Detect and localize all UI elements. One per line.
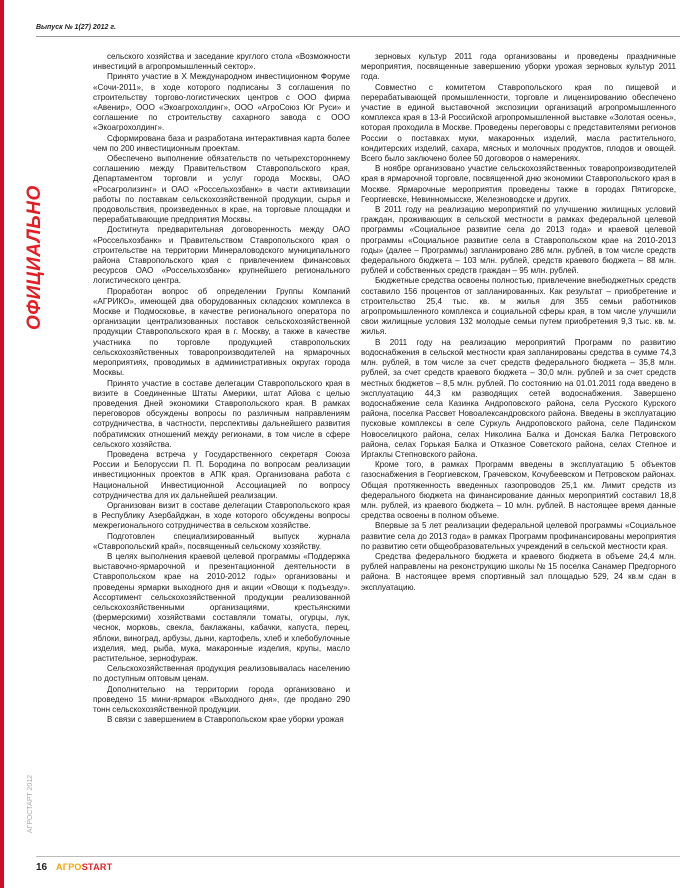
article-paragraph: В целях выполнения краевой целевой программы «Поддержка выставочно-ярмарочной и презентационной деятельности в Ставропольском крае на 2010-2012 годы» организованы и проведены ярмарки выходного дня и акции «Овощи к подъезду». Ассортимент сельскохозяйственной продукции реализованной сельскохозяйственными организациями, крестьянскими (фермерскими) хозяйствами составляли томаты, огурцы, лук, чеснок, морковь, свекла, баклажаны, кабачки, капуста, перец, яблоки, виноград, арбузы, дыни, картофель, хлеб и хлебобулочные изделия, мед, рыба, мука, макаронные изделия, крупы, масло растительное, зернофураж. <box>93 551 350 663</box>
issue-header: Выпуск № 1(27) 2012 г. <box>36 24 116 31</box>
page-edge-rule <box>0 0 4 888</box>
article-paragraph: Средства федерального бюджета и краевого бюджета в объеме 24,4 млн. рублей направлены на реконструкцию школы № 15 поселка Санамер Предгорного района. В настоящее время спортивный зал площадью 529, 24 кв.м сдан в эксплуатацию. <box>361 551 676 592</box>
article-paragraph: Кроме того, в рамках Программ введены в эксплуатацию 5 объектов газоснабжения в Георгиевском, Грачевском, Кочубеевском и Петровском районах. Общая протяженность введенных газопроводов 25,1 км. Лимит средств из федерального бюджета на финансирование данных мероприятий составил 18,8 млн. рублей, из краевого бюджета – 10 млн. рублей. В настоящее время данные средства освоены в полном объеме. <box>361 460 676 521</box>
article-paragraph: Достигнута предварительная договоренность между ОАО «Россельхозбанк» и Правительством Ставропольского края о строительстве на территории Минераловодского муниципального района Ставропольского края с привлечением финансовых ресурсов ОАО «Россельхозбанк» крупнейшего регионального логистического центра. <box>93 225 350 286</box>
logo-accent-text: START <box>81 862 113 872</box>
header-divider <box>36 36 680 37</box>
article-paragraph: сельского хозяйства и заседание круглого стола «Возможности инвестиций в агропромышленный сектор». <box>93 52 350 72</box>
article-right-column <box>361 52 676 842</box>
magazine-logo <box>56 862 113 872</box>
article-paragraph: Сформирована база и разработана интерактивная карта более чем по 200 инвестиционным проектам. <box>93 133 350 153</box>
article-paragraph: Обеспечено выполнение обязательств по четырехстороннему соглашению между Правительством Ставропольского края, Департаментом торговли и услуг города Москвы, ОАО «Росагролизинг» и ОАО «Россельхозбанк» в части активизации работы по поставкам сельскохозяйственной продукции, сырья и продовольствия, произведенных в крае, на торговые площадки и перерабатывающие предприятия Москвы. <box>93 154 350 225</box>
article-paragraph: Совместно с комитетом Ставропольского края по пищевой и перерабатывающей промышленности, торговле и лицензированию обеспечено участие в единой выставочной экспозиции организаций агропромышленного комплекса края в 13-й Российской агропромышленной выставке «Золотая осень», которая проходила в Москве. Проведены переговоры с представителями регионов России о поставках муки, макаронных изделий, масла растительного, кондитерских изделий, сахара, мясных и молочных продуктов, плодов и овощей. Всего было заключено более 50 договоров о намерениях. <box>361 82 676 164</box>
article-paragraph: зерновых культур 2011 года организованы и проведены праздничные мероприятия, посвященные завершению уборки урожая зерновых культур 2011 года. <box>361 52 676 82</box>
article-paragraph: Организован визит в составе делегации Ставропольского края в Республику Азербайджан, в ходе которого обсуждены вопросы межрегионального сотрудничества в сельском хозяйстве. <box>93 500 350 531</box>
article-left-column <box>93 52 350 842</box>
article-paragraph: В связи с завершением в Ставропольском крае уборки урожая <box>107 715 344 725</box>
article-paragraph: В 2011 году на реализацию мероприятий Программ по развитию водоснабжения в сельской местности края запланированы средства в сумме 74,3 млн. рублей, в том числе за счет средств федерального бюджета – 35,8 млн. рублей, за счет средств краевого бюджета – 30,0 млн. рублей и за счет средств местных бюджетов – 8,5 млн. рублей. По состоянию на 01.01.2011 года введено в эксплуатацию 44,3 км разводящих сетей водоснабжения. Завершено водоснабжение села Казинка Андроповского района, села Русского Курского района, поселка Рассвет Новоалександровского района. Введены в эксплуатацию пусковые комплексы в селе Суркуль Андроповского района, селе Падинском Новоселицкого района, селах Николина Балка и Донская Балка Петровского района, селах Горькая Балка и Отказное Советского района, селах Степное и Иргаклы Степновского района. <box>361 337 676 459</box>
footer-divider <box>36 856 680 857</box>
article-paragraph: Проработан вопрос об определении Группы Компаний «АГРИКО», имеющей два оборудованных складских комплекса в Москве и Подмосковье, в качестве регионального оператора по организации централизованных поставок сельскохозяйственной продукции Ставропольского края в г. Москву, а также в качестве участника по торговле продукцией ставропольских сельскохозяйственных товаропроизводителей на ярмарочных мероприятиях, проводимых в административных округах города Москвы. <box>93 286 350 378</box>
article-paragraph: В 2011 году на реализацию мероприятий по улучшению жилищных условий граждан, проживающих в сельской местности в рамках федеральной целевой программы «Социальное развитие села до 2013 года» и краевой целевой программы «Социальное развитие села в Ставропольском крае на 2010-2013 годы» (далее – Программы) запланировано 286 млн. рублей, в том числе средств федерального бюджета – 103 млн. рублей, средств краевого бюджета – 88 млн. рублей и собственных средств граждан – 95 млн. рублей. <box>361 205 676 276</box>
section-title: ОФИЦИАЛЬНО <box>24 185 45 330</box>
article-paragraph: Впервые за 5 лет реализации федеральной целевой программы «Социальное развитие села до 2013 года» в рамках Программ профинансированы мероприятия по развитию сети общеобразовательных учреждений в сельской местности края. <box>361 521 676 551</box>
article-paragraph: Сельскохозяйственная продукция реализовывалась населению по доступным оптовым ценам. <box>93 664 350 684</box>
article-paragraph: Дополнительно на территории города организовано и проведено 15 мини-ярмарок «Выходного дня», где продано 290 тонн сельскохозяйственной продукции. <box>93 684 350 714</box>
article-paragraph: Бюджетные средства освоены полностью, привлечение внебюджетных средств составило 156 процентов от запланированных. Как результат – приобретение и строительство 25,4 тыс. кв. м жилья для 355 семьи работников агропромышленного комплекса и социальной сферы края, в том числе улучшили свои жилищные условия 132 молодые семьи путем приобретения 9,3 тыс. кв. м. жилья. <box>361 276 676 337</box>
article-paragraph: Проведена встреча у Государственного секретаря Союза России и Белоруссии П. П. Бородина по вопросам реализации инвестиционных проектов в АПК края. Организована работа с Национальной Инвестиционной Ассоциацией по вопросу сотрудничества для их дальнейшей реализации. <box>93 449 350 500</box>
article-paragraph: Подготовлен специализированный выпуск журнала «Ставропольский край», посвященный сельскому хозяйству. <box>93 531 350 551</box>
logo-main-text: АГРО <box>56 862 82 872</box>
article-paragraph: В ноябре организовано участие сельскохозяйственных товаропроизводителей края в ярмарочной торговле, посвященной дню экономики Ставропольского края в Москве. Ярмарочные мероприятия проведены также в городах Пятигорске, Георгиевске, Невинномысске, Железноводске и других. <box>361 164 676 204</box>
sidebar-magazine-label: АГРОСТАРТ 2012 <box>27 775 34 834</box>
page-footer <box>0 848 700 888</box>
article-paragraph: Принято участие в составе делегации Ставропольского края в визите в Соединенные Штаты Америки, штат Айова с целью проведения Дней экономики Ставропольского края. В рамках переговоров обсуждены вопросы по различным направлениям сотрудничества, в частности, перспективы дальнейшего развития побратимских отношений между регионами, в том числе в сфере сельского хозяйства. <box>93 378 350 449</box>
page-number: 16 <box>36 862 48 873</box>
article-paragraph: Принято участие в X Международном инвестиционном Форуме «Сочи-2011», в ходе которого подписаны 3 соглашения по строительству торгово-логистических центров с ООО фирма «Авенир», ООО «Экоагрохолдинг», ООО «АгроСоюз Юг Руси» и соглашение по строительству сахарного завода с ООО «Экоагрохолдинг». <box>93 72 350 133</box>
